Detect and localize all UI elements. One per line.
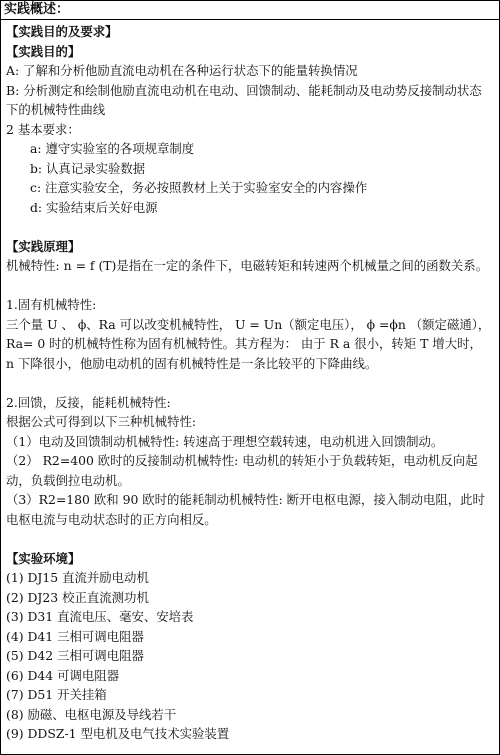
env-item: (8) 励磁、电枢电源及导线若干 <box>6 706 177 722</box>
braking-intro: 根据公式可得到以下三种机械特性: <box>6 414 197 429</box>
goal-heading: 【实践目的及要求】 <box>6 24 118 39</box>
braking-item-2: （2） R2=400 欧时的反接制动机械特性: 电动机的转矩小于负载转矩，电动机反向起动，负载倒拉电动机。 <box>6 453 478 488</box>
principle-heading: 【实践原理】 <box>6 238 81 254</box>
env-item: (6) D44 可调电阻器 <box>6 667 120 683</box>
overview-header <box>1 1 499 20</box>
basic-req-title: 2 基本要求： <box>6 121 80 137</box>
req-item-a: a: 遵守实验室的各项规章制度 <box>30 141 195 156</box>
env-item: (3) D31 直流电压、毫安、安培表 <box>6 609 194 624</box>
inherent-text: 三个量 U 、 ϕ、Ra 可以改变机械特性， U = Un（额定电压）， ϕ =ϕn （额定磁通），Ra= 0 时的机械特性称为固有机械特性。其方程为： 由于 R a 很小，转矩 T 增大时， n 下降很小，他励电动机的固有机械特性是一条比较平的下降曲线。 <box>6 316 491 371</box>
env-item: (9) DDSZ-1 型电机及电气技术实验装置 <box>6 726 230 741</box>
env-item: (5) D42 三相可调电阻器 <box>6 648 144 663</box>
braking-item-1: （1）电动及回馈制动机械特性: 转速高于理想空载转速，电动机进入回馈制动。 <box>6 433 444 449</box>
env-heading: 【实验环境】 <box>6 550 81 566</box>
braking-item-3: （3）R2=180 欧和 90 欧时的能耗制动机械特性: 断开电枢电源，接入制动电阻，此时电枢电流与电动状态时的正方向相反。 <box>6 492 485 527</box>
req-item-c: c: 注意实验安全，务必按照教材上关于实验室安全的内容操作 <box>30 180 368 195</box>
principle-definition: 机械特性: n = f (T)是指在一定的条件下，电磁转矩和转速两个机械量之间的函数关系。 <box>6 258 489 273</box>
req-item-d: d: 实验结束后关好电源 <box>30 199 158 215</box>
goal-item-b: B: 分析测定和绘制他励直流电动机在电动、回馈制动、能耗制动及电动势反接制动状态下的机械特性曲线 <box>6 82 482 117</box>
overview-title: 实践概述： <box>4 2 70 17</box>
env-item: (4) D41 三相可调电阻器 <box>6 628 144 644</box>
inherent-title: 1.固有机械特性: <box>6 297 97 312</box>
env-item: (1) DJ15 直流并励电动机 <box>6 570 149 585</box>
report-content <box>1 20 499 744</box>
env-item: (2) DJ23 校正直流测功机 <box>6 589 149 605</box>
env-item: (7) D51 开关挂箱 <box>6 687 107 702</box>
braking-title: 2.回馈，反接，能耗机械特性: <box>6 394 171 410</box>
req-item-b: b: 认真记录实验数据 <box>30 160 146 176</box>
goal-item-a: A: 了解和分析他励直流电动机在各种运行状态下的能量转换情况 <box>6 63 358 78</box>
goal-sub-heading: 【实践目的】 <box>6 43 81 59</box>
